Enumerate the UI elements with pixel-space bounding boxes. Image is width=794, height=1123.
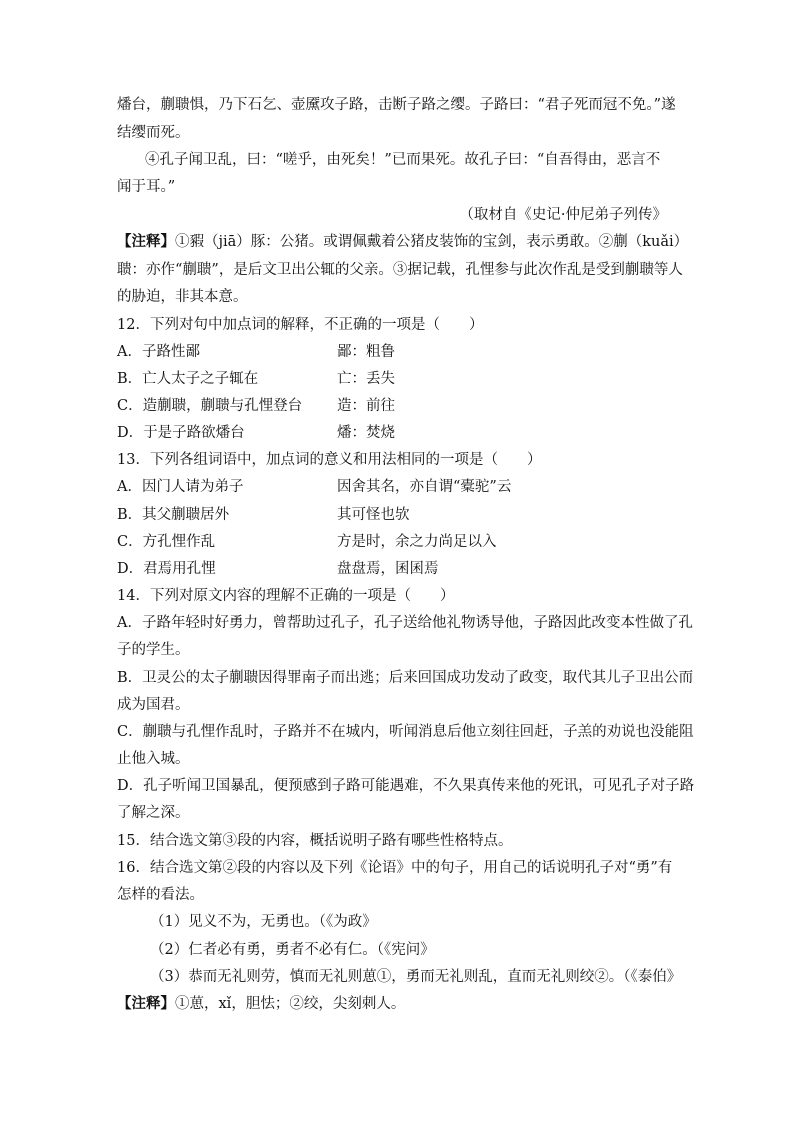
q14-stem: 14．下列对原文内容的理解不正确的一项是（ ） <box>117 588 455 604</box>
q15-stem: 15．结合选文第③段的内容，概括说明子路有哪些性格特点。 <box>117 833 513 849</box>
notes-label: 【注释】 <box>117 233 175 250</box>
passage-line-2: 结缨而死。 <box>117 125 190 141</box>
q13-a-text: A．因门人请为弟子 <box>117 479 244 495</box>
q12-option-c <box>117 396 395 416</box>
q13-d-compare: 盘盘焉，囷囷焉 <box>337 561 439 577</box>
q16-note-label: 【注释】 <box>117 995 175 1012</box>
notes-line-2: 聩：亦作“蒯聩”，是后文卫出公辄的父亲。③据记载，孔悝参与此次作乱是受到蒯聩等人 <box>117 262 683 278</box>
q13-option-a <box>117 477 512 497</box>
q13-c-compare: 方是时，余之力尚足以入 <box>337 534 497 550</box>
q16-note-text: ①葸，xǐ，胆怯；②绞，尖刻刺人。 <box>175 996 406 1012</box>
q12-d-gloss: 燔：焚烧 <box>337 425 395 441</box>
q13-stem: 13．下列各组词语中，加点词的意义和用法相同的一项是（ ） <box>117 452 542 468</box>
q14-d-line-2: 了解之深。 <box>117 805 190 821</box>
passage-paragraph-4: ④孔子闻卫乱，曰：“嗟乎，由死矣！”已而果死。故孔子曰：“自吾得由，恶言不 <box>145 152 661 168</box>
q12-stem: 12．下列对句中加点词的解释，不正确的一项是（ ） <box>117 317 484 333</box>
q16-stem-line-2: 怎样的看法。 <box>117 887 204 903</box>
q12-b-text: B．亡人太子之子辄在 <box>117 371 259 387</box>
q13-b-compare: 其可怪也欤 <box>337 507 410 523</box>
q16-quote-3: （3）恭而无礼则劳，慎而无礼则葸①，勇而无礼则乱，直而无礼则绞②。（《泰伯》 <box>150 969 682 985</box>
q13-a-compare: 因舍其名，亦自谓“橐驼”云 <box>337 479 512 495</box>
q12-c-gloss: 造：前往 <box>337 398 395 414</box>
q12-option-d <box>117 423 395 443</box>
q13-option-b <box>117 505 410 525</box>
q14-d-line-1: D．孔子听闻卫国暴乱，便预感到子路可能遇难，不久果真传来他的死讯，可见孔子对子路 <box>117 778 695 794</box>
q12-option-b <box>117 369 395 389</box>
q12-d-text: D．于是子路欲燔台 <box>117 425 245 441</box>
q12-option-a <box>117 342 395 362</box>
q13-d-text: D．君焉用孔悝 <box>117 561 216 577</box>
q16-quote-1: （1）见义不为，无勇也。（《为政》 <box>150 914 377 930</box>
q12-a-gloss: 鄙：粗鲁 <box>337 344 395 360</box>
q14-b-line-1: B．卫灵公的太子蒯聩因得罪南子而出逃；后来回国成功发动了政变，取代其儿子卫出公而 <box>117 670 694 686</box>
notes-line-1 <box>117 232 688 252</box>
q12-b-gloss: 亡：丢失 <box>337 371 395 387</box>
q14-c-line-2: 止他入城。 <box>117 751 190 767</box>
passage-line-4: 闻于耳。” <box>117 179 176 195</box>
notes-line-3: 的胁迫，非其本意。 <box>117 289 248 305</box>
q14-a-line-1: A．子路年轻时好勇力，曾帮助过孔子，孔子送给他礼物诱导他，子路因此改变本性做了孔 <box>117 615 693 631</box>
q14-b-line-2: 成为国君。 <box>117 697 190 713</box>
q16-note <box>117 994 405 1014</box>
q14-a-line-2: 子的学生。 <box>117 642 190 658</box>
passage-line-1: 燔台，蒯聩惧，乃下石乞、壶黡攻子路，击断子路之缨。子路曰：“君子死而冠不免。”遂 <box>117 97 676 113</box>
q12-c-text: C．造蒯聩，蒯聩与孔悝登台 <box>117 398 303 414</box>
q16-stem-line-1: 16．结合选文第②段的内容以及下列《论语》中的句子，用自己的话说明孔子对“勇”有 <box>117 860 673 876</box>
source-citation: （取材自《史记·仲尼弟子列传》 <box>459 207 667 223</box>
q12-a-text: A．子路性鄙 <box>117 344 200 360</box>
q13-option-d <box>117 559 439 579</box>
q13-b-text: B．其父蒯聩居外 <box>117 507 230 523</box>
q16-quote-2: （2）仁者必有勇，勇者不必有仁。（《宪问》 <box>150 942 435 958</box>
q13-option-c <box>117 532 497 552</box>
notes-text-1: ①豭（jiā）豚：公猪。或谓佩戴着公猪皮装饰的宝剑，表示勇敢。②蒯（kuǎi） <box>175 234 689 250</box>
q14-c-line-1: C．蒯聩与孔悝作乱时，子路并不在城内，听闻消息后他立刻往回赶，子羔的劝说也没能阻 <box>117 724 694 740</box>
q13-c-text: C．方孔悝作乱 <box>117 534 216 550</box>
